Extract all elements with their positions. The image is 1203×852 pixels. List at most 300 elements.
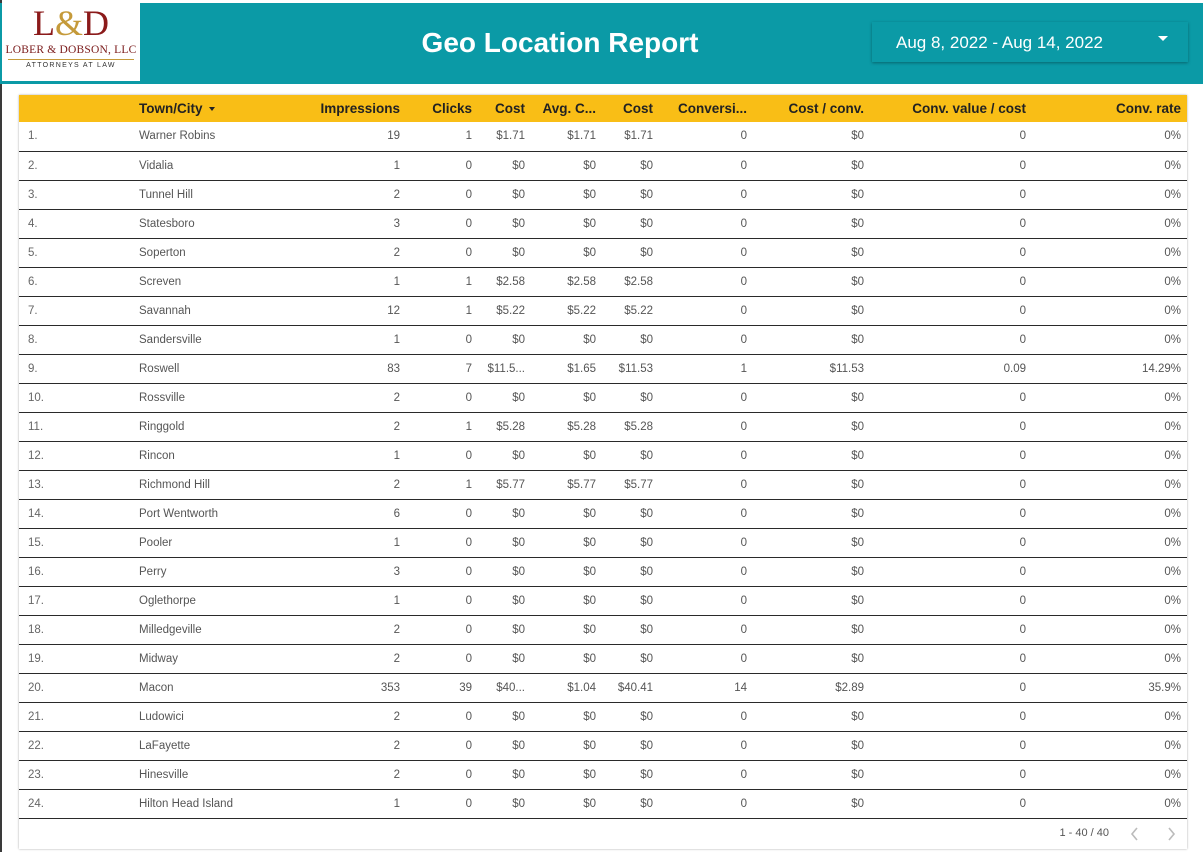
- impressions-cell: 1: [393, 594, 400, 607]
- cost-total-cell: $0: [640, 333, 653, 346]
- cost-per-conv-cell: $0: [851, 130, 864, 143]
- cost-per-conv-cell: $0: [851, 420, 864, 433]
- cost-per-conv-cell: $0: [851, 391, 864, 404]
- conversions-cell: 0: [740, 391, 747, 404]
- avg-cpc-cell: $0: [583, 391, 596, 404]
- cost-cell: $11.5...: [487, 362, 525, 375]
- table-header-row: [19, 95, 1187, 122]
- conversions-cell: 0: [740, 188, 747, 201]
- cost-per-conv-cell: $0: [851, 275, 864, 288]
- clicks-cell: 0: [465, 710, 472, 723]
- cost-total-cell: $0: [640, 246, 653, 259]
- clicks-cell: 0: [465, 333, 472, 346]
- conv-value-per-cost-cell: 0: [1019, 246, 1026, 259]
- table-row[interactable]: [19, 470, 1187, 499]
- town-city-cell: Soperton: [139, 246, 186, 259]
- impressions-cell: 2: [393, 420, 400, 433]
- row-index: 10.: [28, 391, 44, 404]
- column-header-cost[interactable]: Cost: [495, 101, 525, 116]
- impressions-cell: 3: [393, 217, 400, 230]
- row-index: 17.: [28, 594, 44, 607]
- cost-total-cell: $0: [640, 594, 653, 607]
- row-index: 6.: [28, 275, 38, 288]
- conv-rate-cell: 0%: [1164, 391, 1181, 404]
- cost-per-conv-cell: $0: [851, 246, 864, 259]
- conv-value-per-cost-cell: 0: [1019, 304, 1026, 317]
- cost-per-conv-cell: $0: [851, 652, 864, 665]
- cost-per-conv-cell: $0: [851, 304, 864, 317]
- impressions-cell: 83: [387, 362, 400, 375]
- chevron-left-icon[interactable]: [1127, 825, 1143, 843]
- avg-cpc-cell: $0: [583, 217, 596, 230]
- clicks-cell: 0: [465, 507, 472, 520]
- clicks-cell: 0: [465, 246, 472, 259]
- conv-value-per-cost-cell: 0: [1019, 739, 1026, 752]
- cost-cell: $5.22: [496, 304, 525, 317]
- impressions-cell: 2: [393, 478, 400, 491]
- table-row[interactable]: [19, 615, 1187, 644]
- row-index: 4.: [28, 217, 38, 230]
- clicks-cell: 0: [465, 565, 472, 578]
- impressions-cell: 12: [387, 304, 400, 317]
- town-city-cell: LaFayette: [139, 739, 191, 752]
- cost-cell: $0: [512, 797, 525, 810]
- impressions-cell: 2: [393, 391, 400, 404]
- row-index: 5.: [28, 246, 38, 259]
- conv-value-per-cost-cell: 0: [1019, 478, 1026, 491]
- page-title: Geo Location Report: [421, 27, 699, 58]
- impressions-cell: 1: [393, 159, 400, 172]
- table-row[interactable]: [19, 557, 1187, 586]
- town-city-cell: Pooler: [139, 536, 173, 549]
- logo-firm-name: LOBER & DOBSON, LLC: [5, 44, 137, 56]
- impressions-cell: 2: [393, 188, 400, 201]
- town-city-cell: Midway: [139, 652, 178, 665]
- row-index: 20.: [28, 681, 44, 694]
- cost-total-cell: $0: [640, 739, 653, 752]
- cost-cell: $5.28: [496, 420, 525, 433]
- table-row[interactable]: [19, 673, 1187, 702]
- conv-rate-cell: 0%: [1164, 565, 1181, 578]
- row-index: 2.: [28, 159, 38, 172]
- clicks-cell: 39: [459, 681, 472, 694]
- column-header-cost-2[interactable]: Cost: [623, 101, 653, 116]
- cost-cell: $40...: [496, 681, 525, 694]
- impressions-cell: 1: [393, 333, 400, 346]
- table-row[interactable]: [19, 238, 1187, 267]
- conversions-cell: 0: [740, 536, 747, 549]
- pagination-label: 1 - 40 / 40: [1059, 827, 1109, 839]
- conv-rate-cell: 35.9%: [1148, 681, 1181, 694]
- table-row[interactable]: [19, 122, 1187, 151]
- avg-cpc-cell: $1.71: [567, 130, 596, 143]
- town-city-cell: Savannah: [139, 304, 191, 317]
- cost-per-conv-cell: $0: [851, 507, 864, 520]
- report-header: [0, 3, 1203, 84]
- avg-cpc-cell: $0: [583, 536, 596, 549]
- conv-value-per-cost-cell: 0: [1019, 536, 1026, 549]
- conv-value-per-cost-cell: 0: [1019, 449, 1026, 462]
- impressions-cell: 1: [393, 797, 400, 810]
- conversions-cell: 14: [734, 681, 747, 694]
- column-header-conv-rate[interactable]: Conv. rate: [1115, 101, 1181, 116]
- conv-value-per-cost-cell: 0: [1019, 623, 1026, 636]
- table-row[interactable]: [19, 644, 1187, 673]
- row-index: 9.: [28, 362, 38, 375]
- impressions-cell: 2: [393, 246, 400, 259]
- row-index: 14.: [28, 507, 44, 520]
- avg-cpc-cell: $0: [583, 623, 596, 636]
- cost-per-conv-cell: $0: [851, 797, 864, 810]
- pagination: [19, 819, 1187, 849]
- cost-per-conv-cell: $0: [851, 478, 864, 491]
- conv-value-per-cost-cell: 0: [1019, 797, 1026, 810]
- cost-per-conv-cell: $0: [851, 623, 864, 636]
- town-city-cell: Ludowici: [139, 710, 184, 723]
- avg-cpc-cell: $0: [583, 652, 596, 665]
- sort-descending-icon[interactable]: [209, 107, 215, 111]
- clicks-cell: 1: [465, 304, 472, 317]
- clicks-cell: 1: [465, 130, 472, 143]
- cost-per-conv-cell: $0: [851, 159, 864, 172]
- table-row[interactable]: [19, 209, 1187, 238]
- table-row[interactable]: [19, 789, 1187, 818]
- conv-rate-cell: 0%: [1164, 188, 1181, 201]
- cost-cell: $0: [512, 565, 525, 578]
- cost-total-cell: $0: [640, 217, 653, 230]
- column-header-conv-value-per-cost[interactable]: Conv. value / cost: [912, 101, 1026, 116]
- column-header-town-city[interactable]: Town/City: [133, 95, 287, 122]
- row-index: 3.: [28, 188, 38, 201]
- cost-total-cell: $0: [640, 565, 653, 578]
- table-row[interactable]: [19, 296, 1187, 325]
- conversions-cell: 0: [740, 304, 747, 317]
- cost-cell: $0: [512, 710, 525, 723]
- impressions-cell: 353: [380, 681, 400, 694]
- table-row[interactable]: [19, 528, 1187, 557]
- conv-value-per-cost-cell: 0: [1019, 391, 1026, 404]
- table-row[interactable]: [19, 180, 1187, 209]
- conv-rate-cell: 0%: [1164, 536, 1181, 549]
- avg-cpc-cell: $0: [583, 159, 596, 172]
- cost-per-conv-cell: $2.89: [835, 681, 864, 694]
- avg-cpc-cell: $0: [583, 797, 596, 810]
- conversions-cell: 1: [740, 362, 747, 375]
- conversions-cell: 0: [740, 159, 747, 172]
- clicks-cell: 0: [465, 188, 472, 201]
- cost-per-conv-cell: $0: [851, 536, 864, 549]
- impressions-cell: 3: [393, 565, 400, 578]
- row-index: 24.: [28, 797, 44, 810]
- clicks-cell: 7: [465, 362, 472, 375]
- table-row[interactable]: [19, 586, 1187, 615]
- clicks-cell: 0: [465, 391, 472, 404]
- avg-cpc-cell: $0: [583, 710, 596, 723]
- cost-per-conv-cell: $0: [851, 217, 864, 230]
- clicks-cell: 0: [465, 594, 472, 607]
- impressions-cell: 2: [393, 739, 400, 752]
- cost-total-cell: $11.53: [618, 362, 653, 375]
- row-index: 16.: [28, 565, 44, 578]
- clicks-cell: 0: [465, 797, 472, 810]
- conversions-cell: 0: [740, 449, 747, 462]
- conversions-cell: 0: [740, 333, 747, 346]
- conversions-cell: 0: [740, 768, 747, 781]
- conv-value-per-cost-cell: 0: [1019, 565, 1026, 578]
- clicks-cell: 0: [465, 217, 472, 230]
- town-city-cell: Rincon: [139, 449, 175, 462]
- cost-per-conv-cell: $0: [851, 710, 864, 723]
- cost-total-cell: $0: [640, 710, 653, 723]
- conv-value-per-cost-cell: 0: [1019, 130, 1026, 143]
- conv-value-per-cost-cell: 0: [1019, 420, 1026, 433]
- impressions-cell: 1: [393, 275, 400, 288]
- avg-cpc-cell: $0: [583, 333, 596, 346]
- table-row[interactable]: [19, 325, 1187, 354]
- conv-value-per-cost-cell: 0: [1019, 768, 1026, 781]
- conv-rate-cell: 0%: [1164, 652, 1181, 665]
- column-header-avg-cpc[interactable]: Avg. C...: [542, 101, 596, 116]
- logo-subtitle: ATTORNEYS AT LAW: [26, 62, 116, 69]
- date-range-value: Aug 8, 2022 - Aug 14, 2022: [896, 33, 1104, 52]
- conv-rate-cell: 0%: [1164, 449, 1181, 462]
- conversions-cell: 0: [740, 275, 747, 288]
- conv-rate-cell: 0%: [1164, 159, 1181, 172]
- row-index: 19.: [28, 652, 44, 665]
- dropdown-caret-icon: [1158, 36, 1168, 41]
- cost-total-cell: $0: [640, 449, 653, 462]
- clicks-cell: 0: [465, 449, 472, 462]
- window-edge: [0, 0, 2, 852]
- town-city-cell: Hinesville: [139, 768, 189, 781]
- cost-cell: $0: [512, 188, 525, 201]
- conv-value-per-cost-cell: 0: [1019, 188, 1026, 201]
- town-city-cell: Macon: [139, 681, 174, 694]
- impressions-cell: 19: [387, 130, 400, 143]
- data-table: [19, 95, 1187, 819]
- conv-value-per-cost-cell: 0: [1019, 710, 1026, 723]
- clicks-cell: 0: [465, 739, 472, 752]
- cost-total-cell: $2.58: [624, 275, 653, 288]
- town-city-cell: Richmond Hill: [139, 478, 210, 491]
- date-range-picker[interactable]: [872, 22, 1188, 62]
- cost-cell: $2.58: [496, 275, 525, 288]
- town-city-cell: Ringgold: [139, 420, 185, 433]
- cost-total-cell: $0: [640, 188, 653, 201]
- conv-rate-cell: 0%: [1164, 710, 1181, 723]
- cost-cell: $0: [512, 449, 525, 462]
- cost-cell: $5.77: [496, 478, 525, 491]
- avg-cpc-cell: $0: [583, 449, 596, 462]
- conv-rate-cell: 0%: [1164, 623, 1181, 636]
- row-index: 8.: [28, 333, 38, 346]
- conversions-cell: 0: [740, 623, 747, 636]
- conv-rate-cell: 0%: [1164, 246, 1181, 259]
- cost-per-conv-cell: $0: [851, 739, 864, 752]
- conv-rate-cell: 0%: [1164, 594, 1181, 607]
- cost-cell: $0: [512, 507, 525, 520]
- cost-total-cell: $0: [640, 391, 653, 404]
- avg-cpc-cell: $0: [583, 594, 596, 607]
- table-row[interactable]: [19, 441, 1187, 470]
- cost-cell: $0: [512, 623, 525, 636]
- row-index: 23.: [28, 768, 44, 781]
- cost-total-cell: $0: [640, 797, 653, 810]
- town-city-cell: Port Wentworth: [139, 507, 219, 520]
- impressions-cell: 2: [393, 623, 400, 636]
- avg-cpc-cell: $0: [583, 739, 596, 752]
- conv-value-per-cost-cell: 0: [1019, 275, 1026, 288]
- table-row[interactable]: [19, 383, 1187, 412]
- cost-per-conv-cell: $0: [851, 768, 864, 781]
- conversions-cell: 0: [740, 478, 747, 491]
- cost-total-cell: $0: [640, 652, 653, 665]
- row-index: 7.: [28, 304, 38, 317]
- conv-value-per-cost-cell: 0: [1019, 507, 1026, 520]
- conv-value-per-cost-cell: 0: [1019, 652, 1026, 665]
- impressions-cell: 2: [393, 768, 400, 781]
- conv-rate-cell: 0%: [1164, 333, 1181, 346]
- conv-value-per-cost-cell: 0: [1019, 217, 1026, 230]
- cost-cell: $0: [512, 246, 525, 259]
- conv-value-per-cost-cell: 0: [1019, 333, 1026, 346]
- impressions-cell: 2: [393, 652, 400, 665]
- table-row[interactable]: [19, 760, 1187, 789]
- logo-monogram: L&D: [32, 3, 109, 43]
- cost-total-cell: $0: [640, 623, 653, 636]
- conversions-cell: 0: [740, 130, 747, 143]
- column-header-cost-per-conv[interactable]: Cost / conv.: [788, 101, 864, 116]
- conversions-cell: 0: [740, 420, 747, 433]
- cost-per-conv-cell: $0: [851, 565, 864, 578]
- conv-rate-cell: 0%: [1164, 797, 1181, 810]
- conv-value-per-cost-cell: 0.09: [1003, 362, 1026, 375]
- cost-cell: $0: [512, 536, 525, 549]
- chevron-right-icon[interactable]: [1163, 825, 1179, 843]
- row-index: 12.: [28, 449, 44, 462]
- cost-total-cell: $5.77: [624, 478, 653, 491]
- town-city-cell: Warner Robins: [139, 130, 216, 143]
- avg-cpc-cell: $1.04: [567, 681, 596, 694]
- conv-value-per-cost-cell: 0: [1019, 681, 1026, 694]
- clicks-cell: 0: [465, 652, 472, 665]
- avg-cpc-cell: $0: [583, 768, 596, 781]
- cost-total-cell: $1.71: [624, 130, 653, 143]
- cost-total-cell: $5.22: [624, 304, 653, 317]
- town-city-cell: Perry: [139, 565, 167, 578]
- town-city-cell: Screven: [139, 275, 182, 288]
- town-city-cell: Vidalia: [139, 159, 174, 172]
- impressions-cell: 1: [393, 536, 400, 549]
- town-city-cell: Roswell: [139, 362, 180, 375]
- table-row[interactable]: [19, 499, 1187, 528]
- conv-rate-cell: 0%: [1164, 420, 1181, 433]
- conv-rate-cell: 0%: [1164, 507, 1181, 520]
- conv-rate-cell: 0%: [1164, 739, 1181, 752]
- clicks-cell: 0: [465, 768, 472, 781]
- conversions-cell: 0: [740, 507, 747, 520]
- row-index: 15.: [28, 536, 44, 549]
- town-city-cell: Rossville: [139, 391, 186, 404]
- conversions-cell: 0: [740, 739, 747, 752]
- impressions-cell: 6: [393, 507, 400, 520]
- table-row[interactable]: [19, 412, 1187, 441]
- conv-value-per-cost-cell: 0: [1019, 159, 1026, 172]
- cost-per-conv-cell: $0: [851, 188, 864, 201]
- conversions-cell: 0: [740, 797, 747, 810]
- row-index: 13.: [28, 478, 44, 491]
- column-header-impressions[interactable]: Impressions: [320, 101, 400, 116]
- conv-rate-cell: 14.29%: [1141, 362, 1181, 375]
- avg-cpc-cell: $2.58: [567, 275, 596, 288]
- table-row[interactable]: [19, 731, 1187, 760]
- conversions-cell: 0: [740, 594, 747, 607]
- company-logo: [2, 3, 140, 81]
- cost-cell: $0: [512, 217, 525, 230]
- avg-cpc-cell: $0: [583, 188, 596, 201]
- clicks-cell: 1: [465, 420, 472, 433]
- avg-cpc-cell: $1.65: [567, 362, 596, 375]
- town-city-cell: Statesboro: [139, 217, 195, 230]
- conversions-cell: 0: [740, 652, 747, 665]
- column-header-index: [19, 95, 133, 122]
- town-city-cell: Tunnel Hill: [139, 188, 193, 201]
- avg-cpc-cell: $0: [583, 246, 596, 259]
- cost-total-cell: $5.28: [624, 420, 653, 433]
- cost-per-conv-cell: $11.53: [829, 362, 864, 375]
- conv-rate-cell: 0%: [1164, 304, 1181, 317]
- conv-rate-cell: 0%: [1164, 217, 1181, 230]
- cost-per-conv-cell: $0: [851, 449, 864, 462]
- cost-total-cell: $40.41: [617, 681, 653, 694]
- column-header-conversions[interactable]: Conversi...: [677, 101, 747, 116]
- town-city-cell: Hilton Head Island: [139, 797, 233, 810]
- conv-rate-cell: 0%: [1164, 130, 1181, 143]
- avg-cpc-cell: $0: [583, 507, 596, 520]
- table-body: [19, 122, 1187, 818]
- clicks-cell: 0: [465, 159, 472, 172]
- table-row[interactable]: [19, 702, 1187, 731]
- cost-total-cell: $0: [640, 536, 653, 549]
- cost-total-cell: $0: [640, 159, 653, 172]
- impressions-cell: 2: [393, 710, 400, 723]
- cost-cell: $0: [512, 159, 525, 172]
- conversions-cell: 0: [740, 217, 747, 230]
- conversions-cell: 0: [740, 246, 747, 259]
- conversions-cell: 0: [740, 710, 747, 723]
- logo-divider: [8, 59, 134, 60]
- cost-cell: $0: [512, 768, 525, 781]
- row-index: 11.: [28, 420, 44, 433]
- town-city-cell: Sandersville: [139, 333, 202, 346]
- cost-cell: $1.71: [496, 130, 525, 143]
- row-index: 21.: [28, 710, 44, 723]
- conv-rate-cell: 0%: [1164, 768, 1181, 781]
- avg-cpc-cell: $5.77: [567, 478, 596, 491]
- row-index: 18.: [28, 623, 44, 636]
- column-header-clicks[interactable]: Clicks: [432, 101, 472, 116]
- row-index: 1.: [28, 130, 38, 143]
- cost-cell: $0: [512, 652, 525, 665]
- table-row[interactable]: [19, 267, 1187, 296]
- clicks-cell: 0: [465, 623, 472, 636]
- cost-per-conv-cell: $0: [851, 594, 864, 607]
- cost-cell: $0: [512, 391, 525, 404]
- geo-location-table: [19, 95, 1187, 849]
- table-row[interactable]: [19, 354, 1187, 383]
- cost-per-conv-cell: $0: [851, 333, 864, 346]
- table-row[interactable]: [19, 151, 1187, 180]
